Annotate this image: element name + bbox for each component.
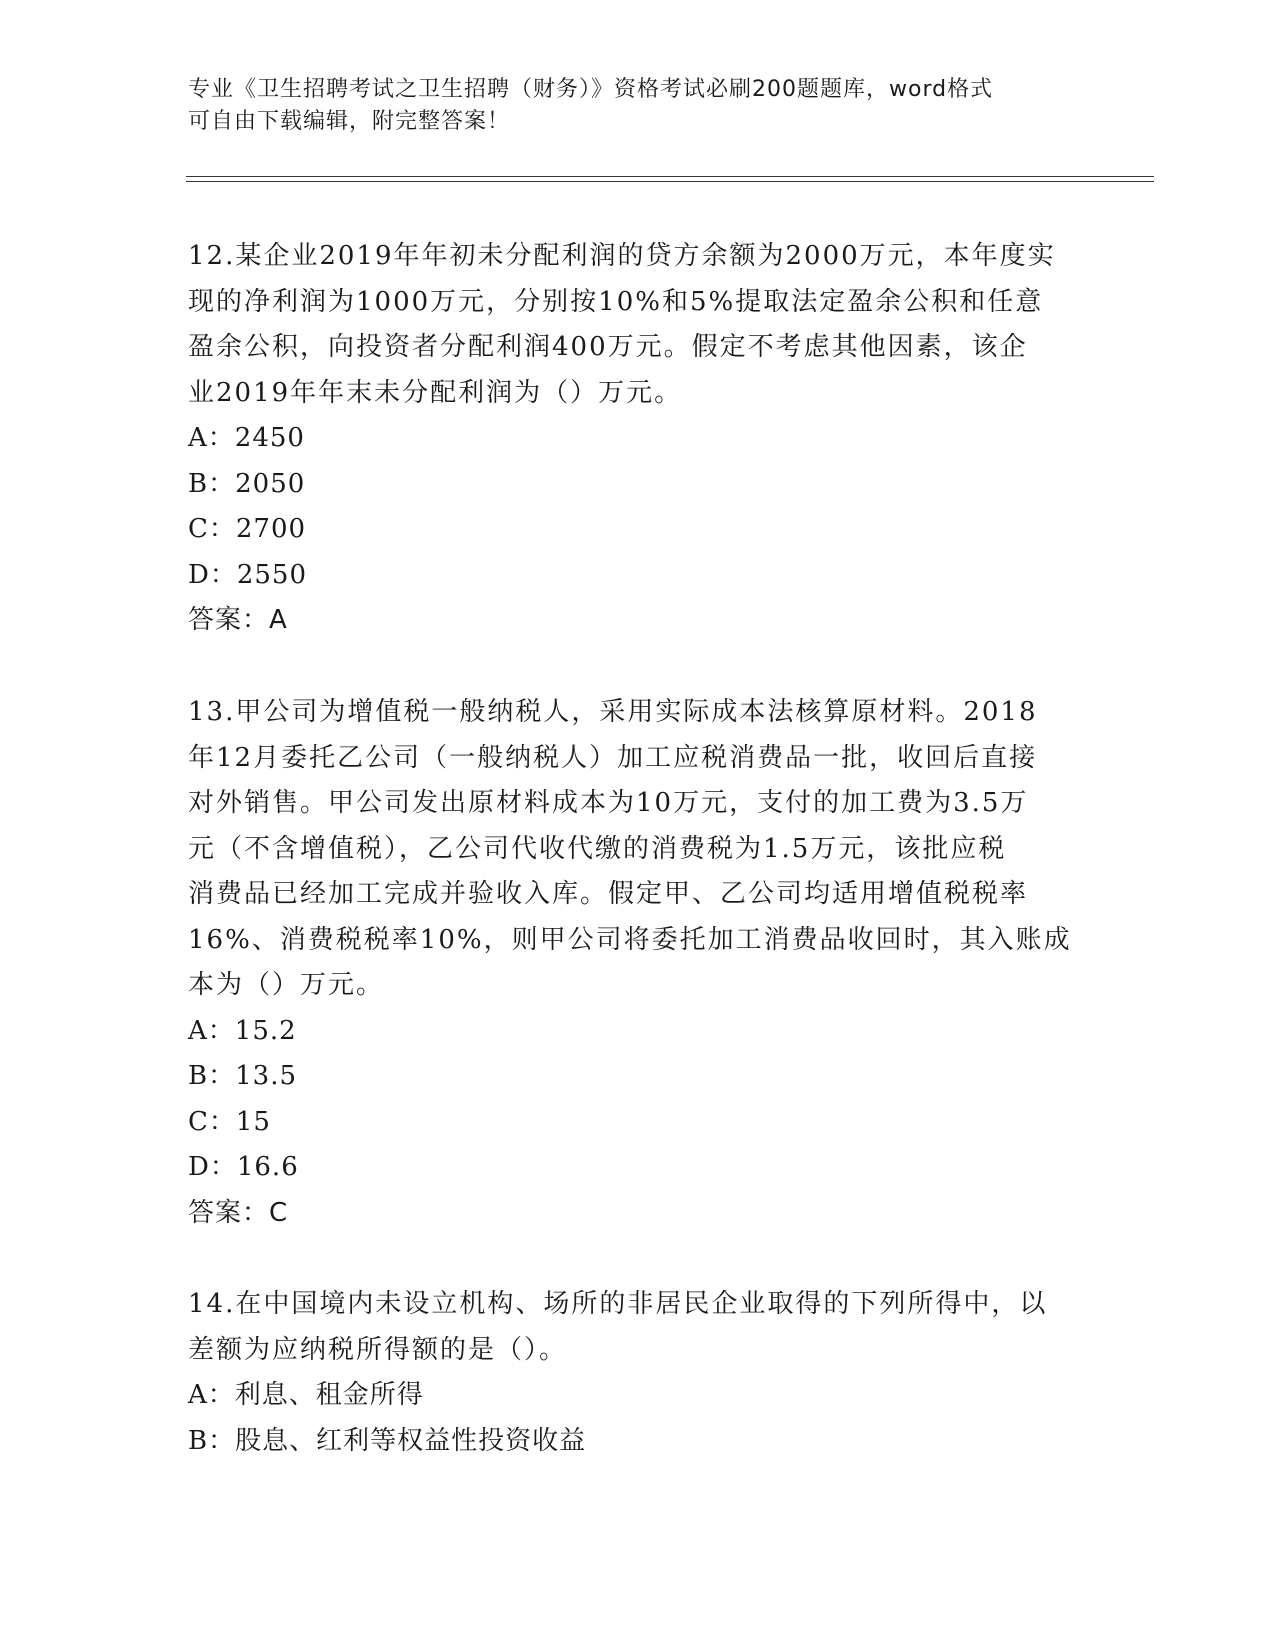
option-a: A：利息、租金所得 [188, 1380, 424, 1410]
option-c: C：2700 [188, 514, 307, 544]
option-a: A：2450 [188, 423, 305, 453]
question-stem-line: 现的净利润为1000万元，分别按10%和5%提取法定盈余公积和任意 [188, 286, 1044, 317]
option-b: B：股息、红利等权益性投资收益 [188, 1425, 587, 1456]
question-stem-line: 13.甲公司为增值税一般纳税人，采用实际成本法核算原材料。2018 [188, 697, 1038, 727]
answer: 答案：C [188, 1197, 289, 1228]
question-stem-line: 盈余公积，向投资者分配利润400万元。假定不考虑其他因素，该企 [188, 332, 1028, 362]
option-d: D：16.6 [188, 1152, 299, 1182]
question-stem-line: 16%、消费税税率10%，则甲公司将委托加工消费品收回时，其入账成 [188, 924, 1072, 955]
header-divider-thick [186, 181, 1154, 182]
question-stem-line: 本为（）万元。 [188, 970, 385, 1000]
question-stem-line: 14.在中国境内未设立机构、场所的非居民企业取得的下列所得中，以 [188, 1289, 1048, 1319]
question-stem-line: 业2019年年末未分配利润为（）万元。 [188, 377, 683, 408]
question-stem-line: 消费品已经加工完成并验收入库。假定甲、乙公司均适用增值税税率 [188, 879, 1029, 909]
question-14 [188, 1282, 1088, 1464]
question-stem-line: 年12月委托乙公司（一般纳税人）加工应税消费品一批，收回后直接 [188, 742, 1038, 773]
option-a: A：15.2 [188, 1015, 297, 1046]
question-stem-line: 12.某企业2019年年初未分配利润的贷方余额为2000万元，本年度实 [188, 241, 1056, 271]
document-header [188, 74, 1068, 138]
header-line-2: 可自由下载编辑，附完整答案！ [188, 109, 511, 134]
question-13 [188, 690, 1088, 1236]
option-c: C：15 [188, 1106, 271, 1137]
answer: 答案：A [188, 605, 288, 635]
option-b: B：2050 [188, 468, 306, 499]
option-d: D：2550 [188, 559, 308, 590]
question-stem-line: 对外销售。甲公司发出原材料成本为10万元，支付的加工费为3.5万 [188, 788, 1029, 818]
header-divider-thin [186, 176, 1154, 177]
header-line-1: 专业《卫生招聘考试之卫生招聘（财务）》资格考试必刷200题题库，word格式 [188, 77, 994, 102]
question-stem-line: 差额为应纳税所得额的是（）。 [188, 1334, 568, 1365]
option-b: B：13.5 [188, 1061, 297, 1091]
question-12 [188, 234, 1088, 644]
question-stem-line: 元（不含增值税），乙公司代收代缴的消费税为1.5万元，该批应税 [188, 833, 1007, 864]
